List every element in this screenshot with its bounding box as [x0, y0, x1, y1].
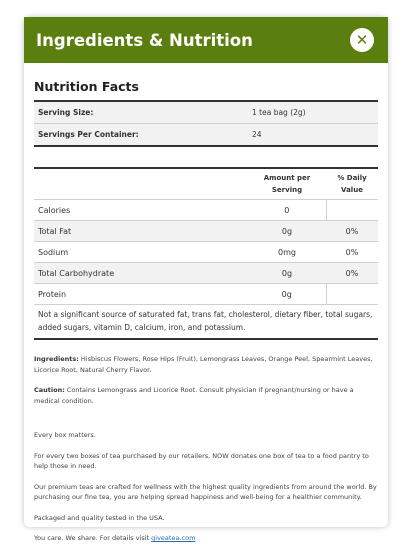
nutrient-amount: 0g [248, 263, 326, 284]
servings-per-container-value: 24 [248, 124, 378, 147]
nutrient-dv [326, 284, 378, 305]
ingredients-text: Hisbiscus Flowers, Rose Hips (Fruit), Lemongrass Leaves, Orange Peel, Spearmint Leaves, Licorice Root, Natural Cherry Flavor. [34, 355, 373, 374]
serving-size-value: 1 tea bag (2g) [248, 101, 378, 124]
nutrient-amount: 0mg [248, 242, 326, 263]
care-text: You care. We share. For details visit [34, 534, 152, 542]
nutrition-note-row [34, 305, 378, 340]
serving-row [34, 124, 378, 147]
amount-header: Amount per Serving [248, 168, 326, 200]
nutrition-row-total-fat [34, 221, 378, 242]
nutrient-name: Calories [34, 200, 248, 221]
modal-title: Ingredients & Nutrition [36, 30, 253, 50]
donation-text: For every two boxes of tea purchased by our retailers, NOW donates one box of tea to a food pantry to help those in need. [34, 451, 369, 470]
nutrition-note: Not a significant source of saturated fat, trans fat, cholesterol, dietary fiber, total sugars, added sugars, vitamin D, calcium, iron, and potassium. [34, 305, 378, 340]
nutrient-name: Protein [34, 284, 248, 305]
care-paragraph [34, 533, 380, 544]
modal-header [24, 17, 388, 63]
close-button[interactable] [350, 28, 374, 52]
modal-content [24, 79, 388, 544]
nutrient-name: Total Carbohydrate [34, 263, 248, 284]
giveatea-link[interactable]: giveatea.com [151, 534, 196, 542]
nutrient-amount: 0 [248, 200, 326, 221]
nutrition-table [34, 167, 378, 340]
serving-table [34, 100, 378, 147]
nutrition-row-protein [34, 284, 378, 305]
nutrition-row-sodium [34, 242, 378, 263]
ingredients-modal [24, 17, 388, 542]
nutrition-header-row [34, 168, 378, 200]
nutrient-dv: 0% [326, 221, 378, 242]
caution-paragraph [34, 385, 380, 406]
nutrition-facts-title: Nutrition Facts [34, 79, 139, 94]
daily-value-header: % Daily Value [326, 168, 378, 200]
nutrient-amount: 0g [248, 221, 326, 242]
nutrient-dv: 0% [326, 242, 378, 263]
nutrient-amount: 0g [248, 284, 326, 305]
premium-text: Our premium teas are crafted for wellness with the highest quality ingredients from around the world. By purchasing our fine tea, you are helping spread happiness and well-being for a healthier community. [34, 482, 377, 501]
caution-text: Contains Lemongrass and Licorice Root. Consult physician if pregnant/nursing or have a medical condition. [34, 386, 354, 405]
nutrition-row-calories [34, 200, 378, 221]
nutrient-dv [326, 200, 378, 221]
ingredients-label: Ingredients: [34, 355, 79, 363]
nutrient-name: Sodium [34, 242, 248, 263]
serving-size-label: Serving Size: [34, 101, 248, 124]
serving-row [34, 101, 378, 124]
nutrition-row-total-carbohydrate [34, 263, 378, 284]
every-box-text: Every box matters. [34, 431, 96, 439]
packaged-text: Packaged and quality tested in the USA. [34, 513, 165, 522]
close-icon: ✕ [355, 30, 369, 49]
servings-per-container-label: Servings Per Container: [34, 124, 248, 147]
caution-label: Caution: [34, 386, 65, 394]
nutrient-dv: 0% [326, 263, 378, 284]
nutrient-name: Total Fat [34, 221, 248, 242]
ingredients-paragraph [34, 354, 380, 375]
